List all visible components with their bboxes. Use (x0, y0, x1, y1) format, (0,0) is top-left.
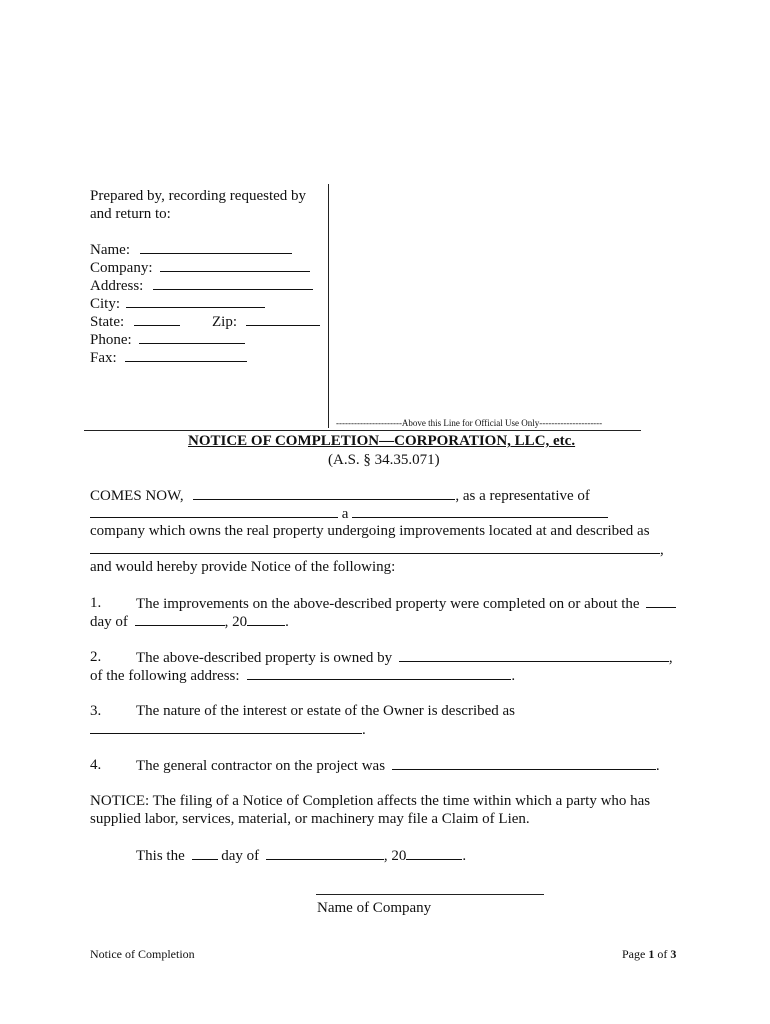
notice-line1: NOTICE: The filing of a Notice of Completion affects the time within which a party who has (90, 793, 651, 809)
item3-text: The nature of the interest or estate of the Owner is described as (136, 703, 516, 719)
item1-day-of: day of (90, 614, 128, 630)
execution-date-line (136, 846, 466, 865)
name-input-line[interactable] (140, 240, 292, 254)
name-field-row (90, 240, 292, 259)
fax-label: Fax: (90, 350, 117, 366)
item1-month-line[interactable] (135, 612, 225, 626)
execution-day-line[interactable] (192, 846, 218, 860)
header-divider-horizontal (84, 430, 641, 431)
company-input-line[interactable] (160, 258, 310, 272)
city-label: City: (90, 296, 121, 312)
notice-line2: supplied labor, services, material, or machinery may file a Claim of Lien. (90, 811, 530, 827)
as-representative-text: , as a representative of (455, 488, 590, 504)
property-description-row (90, 540, 664, 559)
zip-input-line[interactable] (246, 312, 320, 326)
item4-line (136, 756, 660, 775)
item1-line1 (136, 594, 676, 613)
city-field-row (90, 294, 265, 313)
footer-page-number (622, 945, 676, 963)
state-input-line[interactable] (134, 312, 180, 326)
state-label: State: (90, 314, 125, 330)
item2-comma: , (668, 650, 673, 666)
item4-text: The general contractor on the project was (136, 758, 386, 774)
item4-period: . (655, 758, 660, 774)
company-description-line: company which owns the real property undergoing improvements located at and described as (90, 523, 650, 539)
official-use-label: ----------------------Above this Line for Official Use Only--------------------- (336, 418, 603, 428)
phone-label: Phone: (90, 332, 132, 348)
item1-text: The improvements on the above-described property were completed on or about the (136, 596, 640, 612)
phone-input-line[interactable] (139, 330, 245, 344)
company-type-line (90, 504, 608, 523)
execution-year-line[interactable] (406, 846, 462, 860)
page-current: 1 (648, 947, 655, 961)
item2-period: . (511, 668, 516, 684)
address-label: Address: (90, 278, 144, 294)
comes-now-label: COMES NOW, (90, 488, 184, 504)
phone-field-row (90, 330, 245, 349)
item1-year-prefix: , 20 (224, 614, 248, 630)
item2-text: The above-described property is owned by (136, 650, 393, 666)
owner-name-line[interactable] (399, 648, 669, 662)
provide-notice-line: and would hereby provide Notice of the following: (90, 559, 396, 575)
item1-line2 (90, 612, 289, 631)
zip-label: Zip: (212, 314, 237, 330)
company-type-input-line[interactable] (352, 504, 608, 518)
fax-field-row (90, 348, 247, 367)
article-a: a (341, 506, 349, 522)
property-description-input-line[interactable] (90, 540, 660, 554)
representative-name-line[interactable] (193, 486, 455, 500)
item2-line2 (90, 666, 515, 685)
execution-period: . (462, 848, 467, 864)
item1-period: . (285, 614, 289, 630)
company-name-line[interactable] (90, 504, 338, 518)
interest-description-line[interactable] (90, 720, 362, 734)
company-label: Company: (90, 260, 153, 276)
page-of: of (657, 947, 668, 961)
item1-number: 1. (90, 595, 102, 611)
item2-address-label: of the following address: (90, 668, 240, 684)
day-of-label: day of (221, 848, 260, 864)
item3-line2 (90, 720, 366, 739)
document-title (188, 432, 575, 450)
this-the-label: This the (136, 848, 185, 864)
fax-input-line[interactable] (125, 348, 247, 362)
document-title-text: NOTICE OF COMPLETION—CORPORATION, LLC, etc. (188, 433, 576, 449)
zip-field (212, 312, 320, 331)
name-label: Name: (90, 242, 130, 258)
header-divider-vertical (328, 184, 329, 428)
execution-month-line[interactable] (266, 846, 384, 860)
company-field-row (90, 258, 310, 277)
item3-number: 3. (90, 703, 102, 719)
page-total: 3 (670, 947, 677, 961)
address-input-line[interactable] (153, 276, 313, 290)
item2-number: 2. (90, 649, 102, 665)
item1-day-number-line[interactable] (646, 594, 676, 608)
property-comma: , (660, 542, 664, 558)
name-of-company-label: Name of Company (317, 900, 432, 916)
statute-reference: (A.S. § 34.35.071) (328, 452, 440, 468)
item4-number: 4. (90, 757, 102, 773)
general-contractor-line[interactable] (392, 756, 656, 770)
owner-address-line[interactable] (247, 666, 511, 680)
item3-period: . (362, 722, 366, 738)
state-zip-field-row (90, 312, 180, 331)
city-input-line[interactable] (126, 294, 265, 308)
footer-document-name: Notice of Completion (90, 947, 195, 961)
item1-year-line[interactable] (247, 612, 285, 626)
item2-line1 (136, 648, 673, 667)
address-field-row (90, 276, 313, 295)
page-prefix: Page (622, 947, 646, 961)
prepared-by-line1: Prepared by, recording requested by (90, 188, 307, 204)
prepared-by-line2: and return to: (90, 206, 171, 222)
company-signature-line[interactable] (316, 894, 544, 895)
comes-now-line (90, 486, 590, 505)
execution-year-prefix: , 20 (383, 848, 407, 864)
